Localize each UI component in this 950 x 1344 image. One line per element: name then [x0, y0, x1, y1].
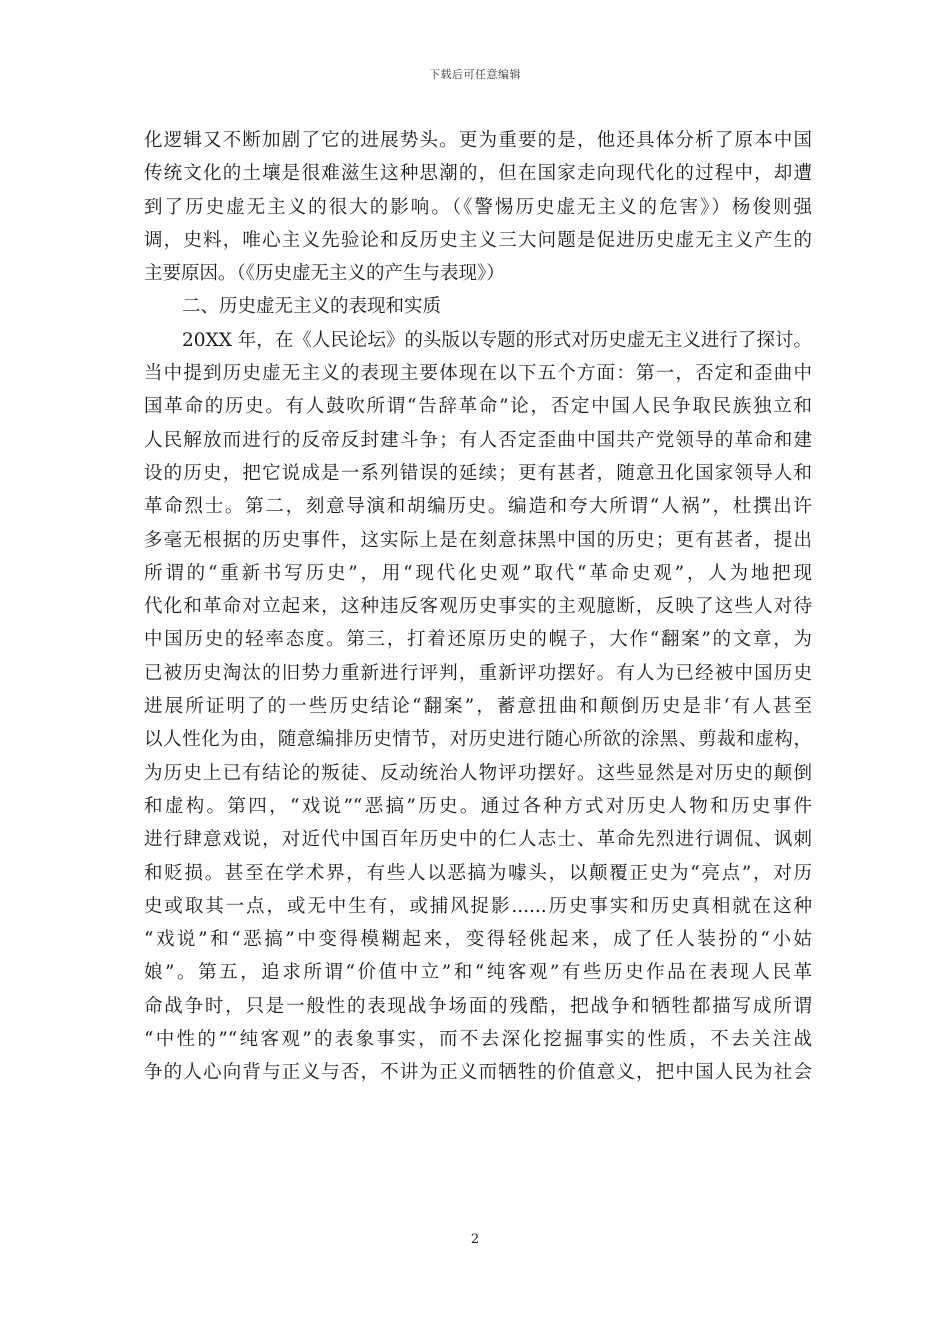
text-line: 争的人心向背与正义与否，不讲为正义而牺牲的价值意义，把中国人民为社会 [144, 1062, 812, 1084]
text-line: 20XX 年，在《人民论坛》的头版以专题的形式对历史虚无主义进行了探讨。 [182, 329, 812, 351]
text-line: 进行肆意戏说，对近代中国百年历史中的仁人志士、革命先烈进行调侃、讽刺 [144, 829, 812, 851]
text-line: 已被历史淘汰的旧势力重新进行评判，重新评功摆好。有人为已经被中国历史 [144, 662, 812, 684]
text-line: 所谓的“重新书写历史”，用“现代化史观”取代“革命史观”，人为地把现 [144, 562, 812, 584]
text-line: 命战争时，只是一般性的表现战争场面的残酷，把战争和牺牲都描写成所谓 [144, 995, 812, 1017]
page-number: 2 [470, 1232, 480, 1247]
text-line: 为历史上已有结论的叛徒、反动统治人物评功摆好。这些显然是对历史的颠倒 [144, 762, 812, 784]
page-header: 下载后可任意编辑 [429, 68, 521, 81]
text-line: 调，史料，唯心主义先验论和反历史主义三大问题是促进历史虚无主义产生的 [144, 229, 812, 251]
text-line: 传统文化的土壤是很难滋生这种思潮的，但在国家走向现代化的过程中，却遭 [144, 163, 812, 185]
text-line: 进展所证明了的一些历史结论“翻案”，蓄意扭曲和颠倒历史是非‘有人甚至 [144, 696, 812, 718]
text-line: “中性的”“纯客观”的表象事实，而不去深化挖掘事实的性质，不去关注战 [144, 1029, 812, 1051]
text-line: 代化和革命对立起来，这种违反客观历史事实的主观臆断，反映了这些人对待 [144, 596, 812, 618]
text-line: 以人性化为由，随意编排历史情节，对历史进行随心所欲的涂黑、剪裁和虚构， [144, 729, 812, 751]
text-line: 主要原因。（《历史虚无主义的产生与表现》） [144, 263, 505, 285]
text-line: 史或取其一点，或无中生有，或捕风捉影......历史事实和历史真相就在这种 [144, 895, 812, 917]
text-line: 国革命的历史。有人鼓吹所谓“告辞革命”论，否定中国人民争取民族独立和 [144, 396, 812, 418]
text-line: 娘”。第五，追求所谓“价值中立”和“纯客观”有些历史作品在表现人民革 [144, 962, 812, 984]
text-line: 和贬损。甚至在学术界，有些人以恶搞为噱头，以颠覆正史为“亮点”，对历 [144, 862, 812, 884]
text-line: 多毫无根据的历史事件，这实际上是在刻意抹黑中国的历史；更有甚者，提出 [144, 529, 812, 551]
text-line: 和虚构。第四，“戏说”“恶搞”历史。通过各种方式对历史人物和历史事件 [144, 795, 812, 817]
text-line: 设的历史，把它说成是一系列错误的延续；更有甚者，随意丑化国家领导人和 [144, 462, 812, 484]
text-line: 人民解放而进行的反帝反封建斗争；有人否定歪曲中国共产党领导的革命和建 [144, 429, 812, 451]
text-line: 中国历史的轻率态度。第三，打着还原历史的幌子，大作“翻案”的文章，为 [144, 629, 812, 651]
text-line: 当中提到历史虚无主义的表现主要体现在以下五个方面：第一，否定和歪曲中 [144, 363, 812, 385]
text-line: 革命烈士。第二，刻意导演和胡编历史。编造和夸大所谓“人祸”，杜撰出许 [144, 496, 812, 518]
text-line: “戏说”和“恶搞”中变得模糊起来，变得轻佻起来，成了任人装扮的“小姑 [144, 929, 812, 951]
text-line: 化逻辑又不断加剧了它的进展势头。更为重要的是，他还具体分析了原本中国 [144, 130, 812, 151]
body-text [144, 124, 812, 1090]
section-heading: 二、历史虚无主义的表现和实质 [182, 296, 442, 318]
text-line: 到了历史虚无主义的很大的影响。（《警惕历史虚无主义的危害》）杨俊则强 [144, 196, 812, 218]
